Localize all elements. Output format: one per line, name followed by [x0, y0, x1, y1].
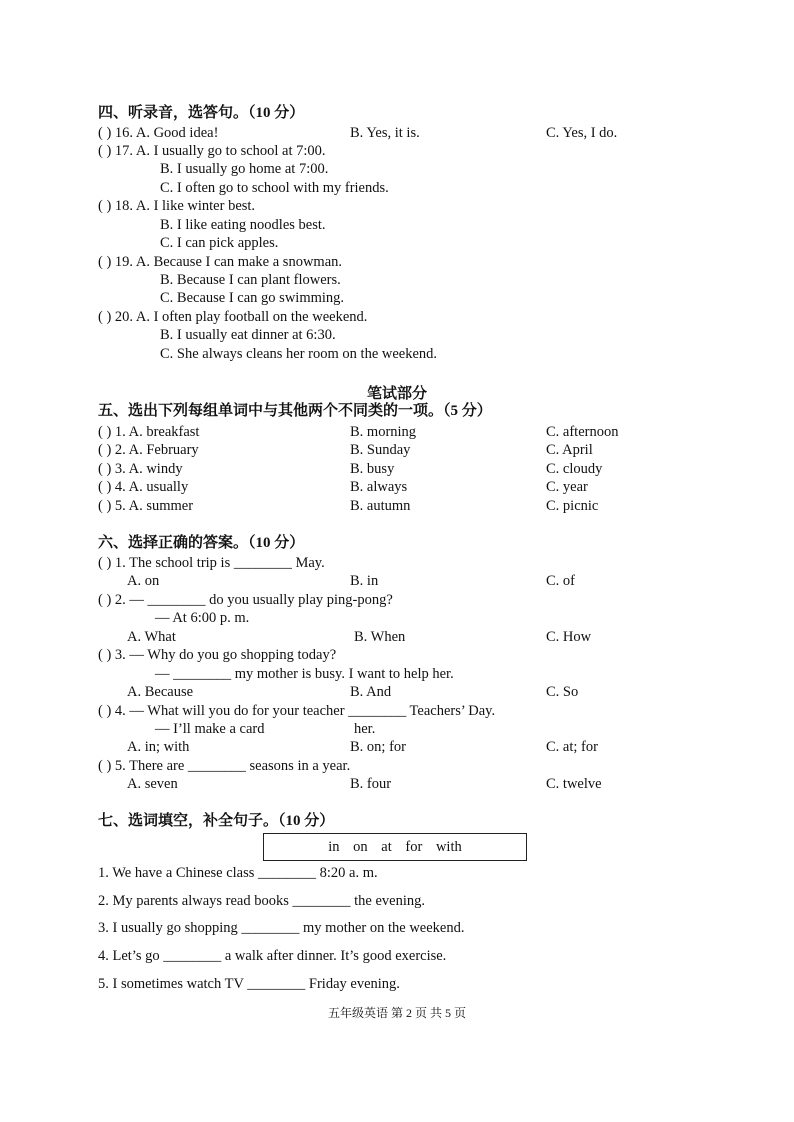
s5-row-3-a: ( ) 3. A. windy — [98, 461, 183, 477]
s6-q5-stem: ( ) 5. There are ________ seasons in a year. — [98, 758, 351, 774]
q16-stem: ( ) 16. A. Good idea! — [98, 125, 219, 141]
s5-row-1-c: C. afternoon — [546, 424, 619, 440]
q20-option-b: B. I usually eat dinner at 6:30. — [160, 327, 336, 343]
section-5-title: 五、选出下列每组单词中与其他两个不同类的一项。（5 分） — [98, 403, 492, 419]
s6-q4-option-b: B. on; for — [350, 739, 406, 755]
s5-row-5-a: ( ) 5. A. summer — [98, 498, 194, 514]
s5-row-2-a: ( ) 2. A. February — [98, 442, 199, 458]
s6-q4-stem-reply-end: her. — [354, 721, 376, 737]
s6-q1-stem: ( ) 1. The school trip is ________ May. — [98, 555, 325, 571]
word-bank-item: with — [435, 839, 462, 855]
q18-stem: ( ) 18. A. I like winter best. — [98, 198, 256, 214]
q18-option-b: B. I like eating noodles best. — [160, 217, 326, 233]
word-bank-box — [263, 833, 527, 861]
s6-q3-option-b: B. And — [350, 684, 392, 700]
word-bank-item: at — [381, 839, 392, 855]
q19-option-b: B. Because I can plant flowers. — [160, 272, 341, 288]
q20-stem: ( ) 20. A. I often play football on the weekend. — [98, 309, 368, 325]
word-bank-item: for — [405, 839, 423, 855]
s6-q5-option-a: A. seven — [127, 776, 178, 792]
q17-stem: ( ) 17. A. I usually go to school at 7:00. — [98, 143, 326, 159]
s5-row-4-a: ( ) 4. A. usually — [98, 479, 189, 495]
q18-option-c: C. I can pick apples. — [160, 235, 279, 251]
s7-sentence-5: 5. I sometimes watch TV ________ Friday evening. — [98, 976, 400, 992]
s6-q3-option-c: C. So — [546, 684, 579, 700]
word-bank-item: on — [353, 839, 368, 855]
s5-row-2-c: C. April — [546, 442, 593, 458]
q20-option-c: C. She always cleans her room on the weekend. — [160, 346, 438, 362]
s5-row-4-b: B. always — [350, 479, 408, 495]
s5-row-5-c: C. picnic — [546, 498, 599, 514]
s5-row-2-b: B. Sunday — [350, 442, 411, 458]
s7-sentence-4: 4. Let’s go ________ a walk after dinner. It’s good exercise. — [98, 948, 447, 964]
s5-row-1-b: B. morning — [350, 424, 417, 440]
section-4-title: 四、听录音，选答句。（10 分） — [98, 105, 305, 121]
s7-sentence-1: 1. We have a Chinese class ________ 8:20 a. m. — [98, 865, 378, 881]
s5-row-3-b: B. busy — [350, 461, 395, 477]
s6-q4-option-a: A. in; with — [127, 739, 190, 755]
s5-row-5-b: B. autumn — [350, 498, 411, 514]
s6-q2-option-a: A. What — [127, 629, 176, 645]
q17-option-c: C. I often go to school with my friends. — [160, 180, 389, 196]
s6-q4-stem-reply: — I’ll make a card — [155, 721, 265, 737]
section-6-title: 六、选择正确的答案。（10 分） — [98, 535, 305, 551]
q16-option-c: C. Yes, I do. — [546, 125, 618, 141]
s7-sentence-2: 2. My parents always read books ________ the evening. — [98, 893, 425, 909]
s6-q3-stem-reply: — ________ my mother is busy. I want to help her. — [155, 666, 454, 682]
q19-option-c: C. Because I can go swimming. — [160, 290, 345, 306]
s6-q5-option-b: B. four — [350, 776, 392, 792]
s6-q4-option-c: C. at; for — [546, 739, 598, 755]
s5-row-3-c: C. cloudy — [546, 461, 603, 477]
word-bank-item: in — [328, 839, 340, 855]
s6-q2-option-c: C. How — [546, 629, 592, 645]
s6-q2-stem: ( ) 2. — ________ do you usually play ping-pong? — [98, 592, 393, 608]
s6-q3-stem: ( ) 3. — Why do you go shopping today? — [98, 647, 337, 663]
s6-q5-option-c: C. twelve — [546, 776, 602, 792]
s7-sentence-3: 3. I usually go shopping ________ my mother on the weekend. — [98, 920, 465, 936]
q17-option-b: B. I usually go home at 7:00. — [160, 161, 329, 177]
q19-stem: ( ) 19. A. Because I can make a snowman. — [98, 254, 343, 270]
s6-q4-stem: ( ) 4. — What will you do for your teacher ________ Teachers’ Day. — [98, 703, 496, 719]
s6-q1-option-b: B. in — [350, 573, 379, 589]
page-footer: 五年级英语 第 2 页 共 5 页 — [327, 1006, 466, 1020]
s5-row-4-c: C. year — [546, 479, 588, 495]
q16-option-b: B. Yes, it is. — [350, 125, 420, 141]
s6-q2-option-b: B. When — [354, 629, 406, 645]
written-part-title: 笔试部分 — [366, 386, 427, 402]
section-7-title: 七、选词填空，补全句子。（10 分） — [98, 813, 335, 829]
s5-row-1-a: ( ) 1. A. breakfast — [98, 424, 200, 440]
s6-q1-option-a: A. on — [127, 573, 160, 589]
s6-q1-option-c: C. of — [546, 573, 575, 589]
s6-q2-stem-reply: — At 6:00 p. m. — [155, 610, 250, 626]
s6-q3-option-a: A. Because — [127, 684, 194, 700]
